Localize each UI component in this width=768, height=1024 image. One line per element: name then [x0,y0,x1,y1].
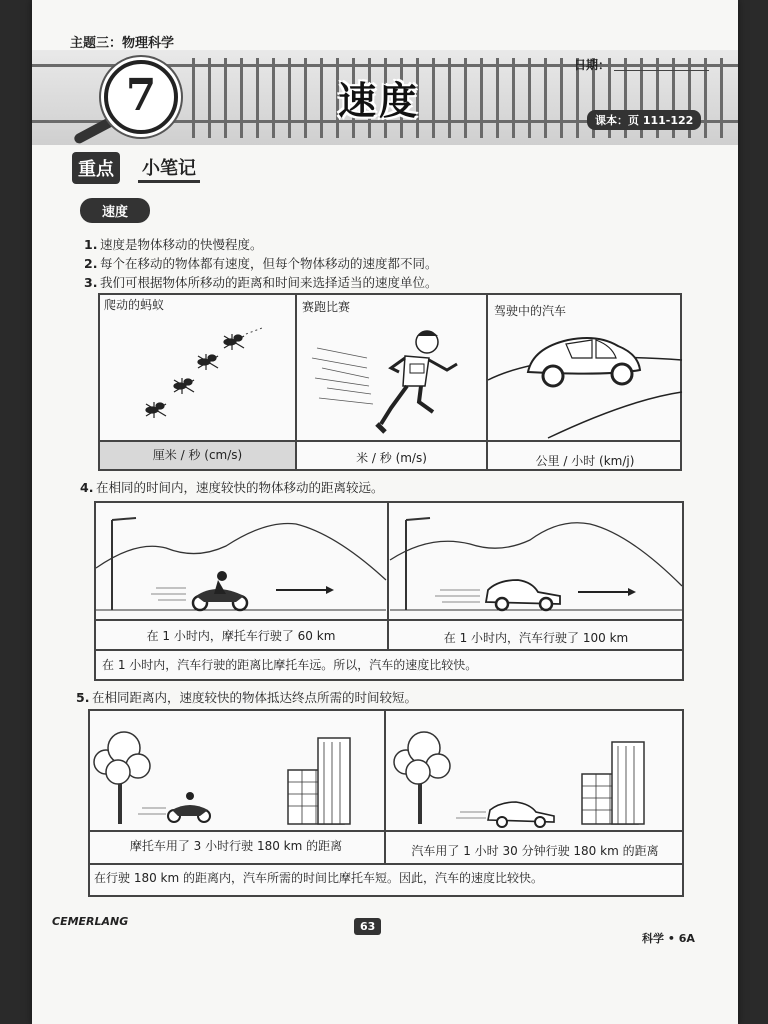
car-road-illustration [488,310,682,440]
fence-bar [720,58,723,138]
runner-unit: 米 / 秒 (m/s) [356,451,427,465]
car-time-scene [390,510,682,618]
point-5: 5. 在相同距离内，速度较快的物体抵达终点所需的时间较短。 [76,690,418,705]
race-cell-title: 赛跑比赛 [302,300,351,314]
motorcycle-time-scene [96,510,386,618]
car-cell-title: 驾驶中的汽车 [494,304,567,318]
point-1: 1. 速度是物体移动的快慢程度。 [84,237,263,252]
notes-badge: 重点 [72,152,120,184]
fence-bar [544,58,547,138]
publisher-logo: CEMERLANG [52,915,129,928]
ants-illustration [132,320,262,430]
fence-bar [224,58,227,138]
notes-title: 小笔记 [138,154,200,183]
fence-bar [496,58,499,138]
car-time-caption: 在 1 小时内，汽车行驶了 100 km [443,631,629,645]
ant-unit: 厘米 / 秒 (cm/s) [152,448,243,462]
textbook-reference: 课本：页 111-122 [587,110,701,130]
section-label: 速度 [80,198,150,223]
car-distance-caption: 汽车用了 1 小时 30 分钟行驶 180 km 的距离 [411,844,659,858]
fence-bar [192,58,195,138]
fence-bar [256,58,259,138]
fence-bar [208,58,211,138]
fence-bar [448,58,451,138]
fence-bar [432,58,435,138]
fence-bar [272,58,275,138]
point-3: 3. 我们可根据物体所移动的距离和时间来选择适当的速度单位。 [84,275,438,290]
fence-bar [560,58,563,138]
point-2: 2. 每个在移动的物体都有速度，但每个物体移动的速度都不同。 [84,256,438,271]
subject-label: 科学 • 6A [642,932,695,945]
fence-bar [240,58,243,138]
fence-bar [512,58,515,138]
chapter-number-badge: 7 [104,60,178,134]
car-distance-scene [386,712,682,828]
point-4: 4. 在相同的时间内，速度较快的物体移动的距离较远。 [80,480,384,495]
motorcycle-time-caption: 在 1 小时内，摩托车行驶了 60 km [146,629,336,643]
motorcycle-distance-scene [90,712,382,828]
theme-label: 主题三：物理科学 [70,36,175,51]
date-input-line[interactable] [614,70,709,71]
fence-bar [320,58,323,138]
ant-cell-title: 爬动的蚂蚁 [104,298,165,312]
chapter-title: 速度 [338,79,421,123]
fence-bar [480,58,483,138]
fence-bar [288,58,291,138]
fence-bar [528,58,531,138]
fence-bar [304,58,307,138]
fence-bar [464,58,467,138]
runner-illustration [307,328,477,438]
same-time-conclusion: 在 1 小时内，汽车行驶的距离比摩托车远。所以，汽车的速度比较快。 [102,658,478,672]
same-distance-conclusion: 在行驶 180 km 的距离内，汽车所需的时间比摩托车短。因此，汽车的速度比较快。 [94,871,543,885]
motorcycle-distance-caption: 摩托车用了 3 小时行驶 180 km 的距离 [129,839,343,853]
car-unit: 公里 / 小时 (km/j) [535,454,635,468]
worksheet-page [32,0,738,1024]
date-label: 日期： [574,58,611,72]
page-number: 63 [354,918,381,935]
